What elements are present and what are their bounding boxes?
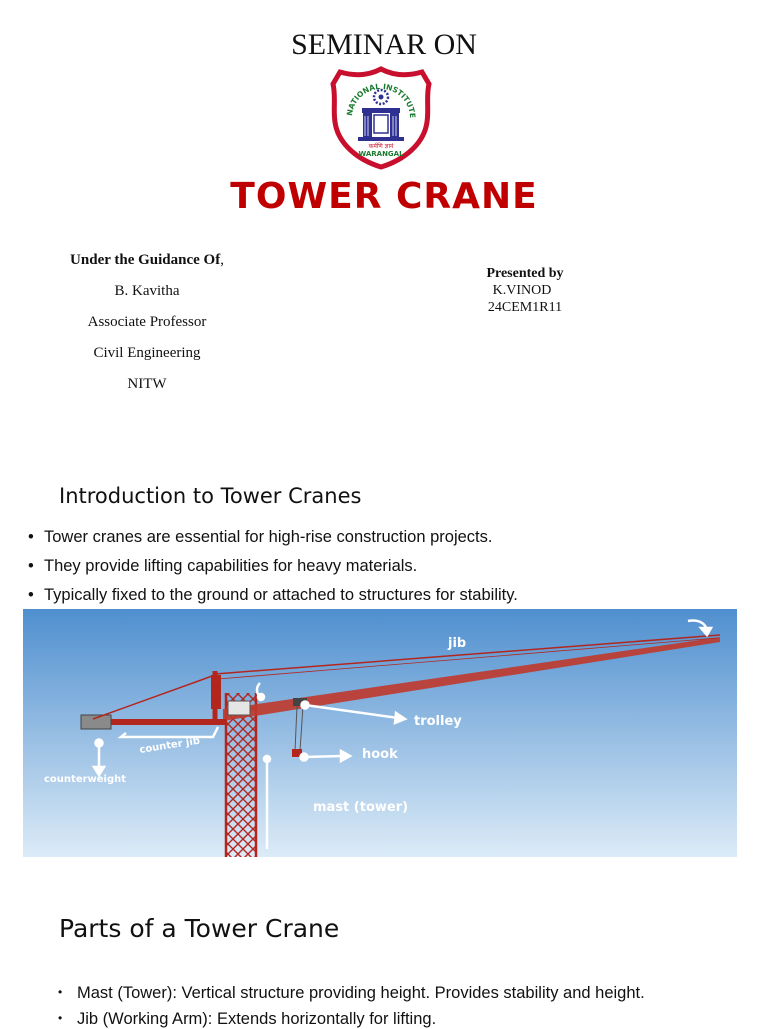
guidance-heading-suffix: , bbox=[220, 252, 224, 268]
bullet-icon: • bbox=[58, 1011, 63, 1025]
trolley-label: trolley bbox=[414, 714, 462, 729]
intro-bullet-text: Typically fixed to the ground or attached to structures for stability. bbox=[44, 586, 518, 604]
presenter-name: K.VINOD bbox=[492, 283, 552, 298]
parts-heading: Parts of a Tower Crane bbox=[59, 914, 340, 943]
list-item bbox=[58, 1010, 436, 1029]
hook-label: hook bbox=[362, 747, 398, 762]
tower-crane-illustration bbox=[23, 609, 737, 857]
bullet-icon: • bbox=[28, 557, 34, 575]
guide-designation: Associate Professor bbox=[87, 314, 207, 330]
bullet-icon: • bbox=[28, 586, 34, 604]
guidance-heading bbox=[40, 252, 254, 269]
list-item bbox=[58, 984, 645, 1003]
svg-text:NATIONAL INSTITUTE OF TECHNOLO: NATIONAL INSTITUTE bbox=[345, 81, 418, 119]
guide-department: Civil Engineering bbox=[93, 345, 201, 361]
bullet-icon: • bbox=[28, 528, 34, 546]
nit-warangal-logo bbox=[330, 66, 432, 170]
presenter-roll: 24CEM1R11 bbox=[487, 300, 563, 315]
counter-jib-label: counter jib bbox=[138, 735, 201, 756]
svg-text:WARANGAL: WARANGAL bbox=[358, 150, 404, 158]
list-item bbox=[28, 528, 492, 547]
guide-name: B. Kavitha bbox=[114, 283, 180, 299]
presenter-heading: Presented by bbox=[486, 266, 564, 281]
nit-warangal-emblem-icon bbox=[330, 66, 432, 170]
guide-institute: NITW bbox=[127, 376, 167, 392]
counterweight-label: counterweight bbox=[44, 774, 127, 785]
list-item bbox=[28, 586, 518, 605]
parts-bullet-text: Mast (Tower): Vertical structure providing height. Provides stability and height. bbox=[77, 984, 645, 1002]
intro-heading: Introduction to Tower Cranes bbox=[59, 484, 362, 508]
list-item bbox=[28, 557, 417, 576]
svg-text:कर्मणि ज्ञानं: कर्मणि ज्ञानं bbox=[368, 143, 394, 150]
seminar-label: SEMINAR ON bbox=[291, 28, 477, 61]
presenter-block bbox=[470, 266, 580, 316]
tower-crane-diagram bbox=[23, 609, 737, 857]
jib-label: jib bbox=[448, 636, 467, 651]
intro-bullet-text: They provide lifting capabilities for heavy materials. bbox=[44, 557, 418, 575]
intro-bullet-text: Tower cranes are essential for high-rise construction projects. bbox=[44, 528, 493, 546]
page-title: TOWER CRANE bbox=[230, 176, 538, 217]
mast-label: mast (tower) bbox=[313, 800, 409, 815]
bullet-icon: • bbox=[58, 985, 63, 999]
parts-bullet-text: Jib (Working Arm): Extends horizontally for lifting. bbox=[77, 1010, 437, 1028]
guidance-heading-text: Under the Guidance Of bbox=[70, 252, 221, 268]
